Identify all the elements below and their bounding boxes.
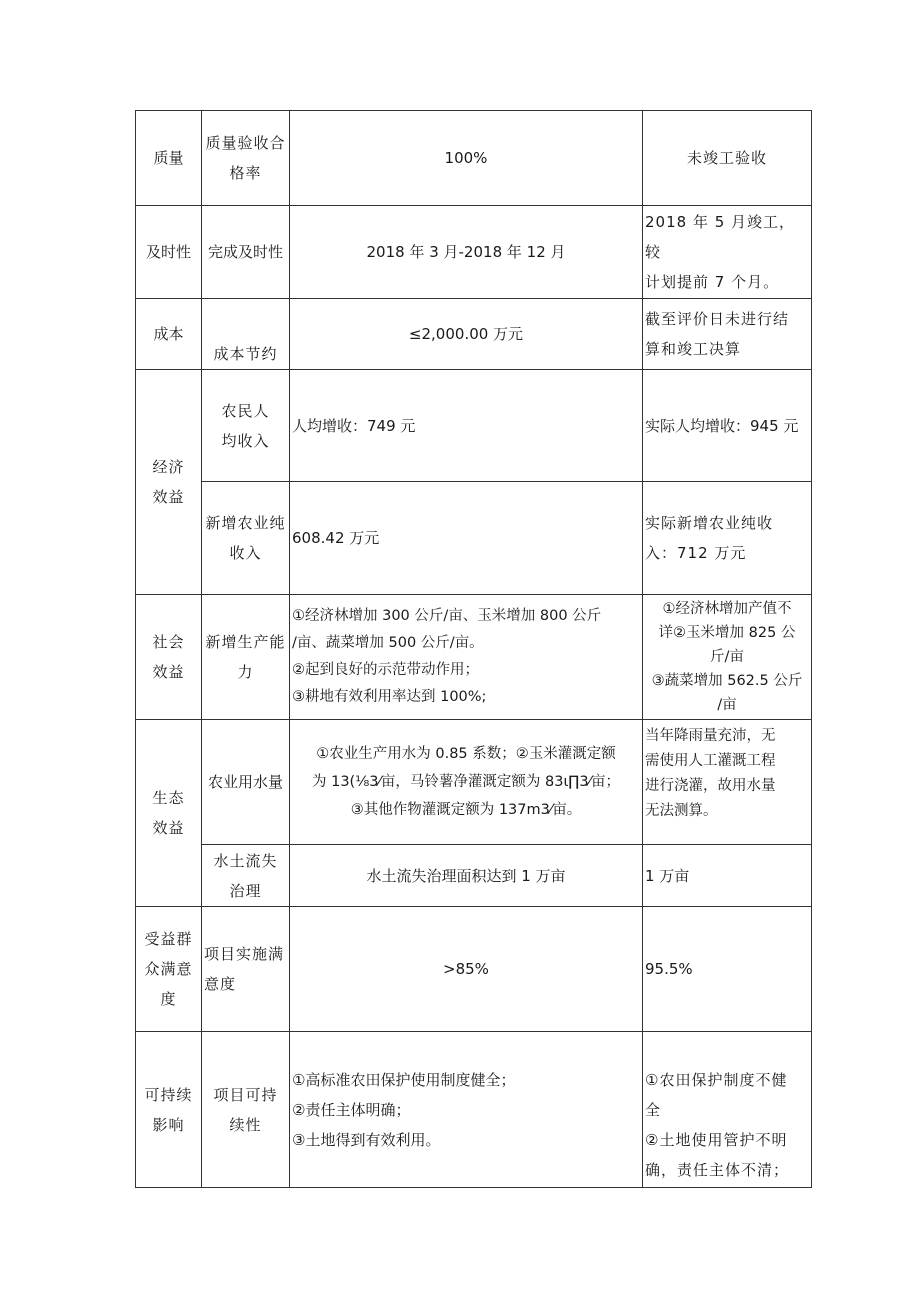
table-row	[136, 720, 812, 845]
table-row	[136, 299, 812, 370]
actual-cell: 1 万亩	[643, 845, 812, 907]
table-row	[136, 482, 812, 595]
indicator-cell: 质量验收合 格率	[202, 111, 290, 206]
category-cell: 质量	[136, 111, 202, 206]
target-cell: 水土流失治理面积达到 1 万亩	[290, 845, 643, 907]
table-row	[136, 845, 812, 907]
table-row	[136, 595, 812, 720]
indicator-cell: 新增农业纯 收入	[202, 482, 290, 595]
table-row	[136, 111, 812, 206]
indicator-cell: 项目可持 续性	[202, 1032, 290, 1188]
target-cell: 人均增收：749 元	[290, 370, 643, 482]
actual-cell: 实际新增农业纯收 入：712 万元	[643, 482, 812, 595]
target-cell: ①高标准农田保护使用制度健全； ②责任主体明确； ③土地得到有效利用。	[290, 1032, 643, 1188]
actual-cell: 截至评价日未进行结 算和竣工决算	[643, 299, 812, 370]
target-cell: 100%	[290, 111, 643, 206]
category-cell: 生态 效益	[136, 720, 202, 907]
target-cell: ①经济林增加 300 公斤/亩、玉米增加 800 公斤 /亩、蔬菜增加 500 公斤/亩。 ②起到良好的示范带动作用； ③耕地有效利用率达到 100%;	[290, 595, 643, 720]
category-cell: 受益群 众满意 度	[136, 907, 202, 1032]
target-cell: ≤2,000.00 万元	[290, 299, 643, 370]
table-row	[136, 907, 812, 1032]
target-cell: 608.42 万元	[290, 482, 643, 595]
indicator-cell: 农民人 均收入	[202, 370, 290, 482]
category-cell: 成本	[136, 299, 202, 370]
target-cell: >85%	[290, 907, 643, 1032]
category-cell: 经济 效益	[136, 370, 202, 595]
performance-table	[135, 110, 812, 1188]
indicator-cell: 成本节约	[202, 299, 290, 370]
actual-cell: 2018 年 5 月竣工，较 计划提前 7 个月。	[643, 206, 812, 299]
category-cell: 及时性	[136, 206, 202, 299]
category-cell: 社会 效益	[136, 595, 202, 720]
table-row	[136, 370, 812, 482]
indicator-cell: 完成及时性	[202, 206, 290, 299]
table-row	[136, 206, 812, 299]
actual-cell: 95.5%	[643, 907, 812, 1032]
indicator-cell: 项目实施满 意度	[202, 907, 290, 1032]
actual-cell: 实际人均增收：945 元	[643, 370, 812, 482]
category-cell: 可持续 影响	[136, 1032, 202, 1188]
table-row	[136, 1032, 812, 1188]
actual-cell: ①农田保护制度不健 全 ②土地使用管护不明 确，责任主体不清；	[643, 1032, 812, 1188]
target-cell: ①农业生产用水为 0.85 系数；②玉米灌溉定额 为 13(⅛3⁄亩，马铃薯净灌溉定额为 83ι∏3⁄亩； ③其他作物灌溉定额为 137m3⁄亩。	[290, 720, 643, 845]
indicator-cell: 新增生产能 力	[202, 595, 290, 720]
actual-cell: ①经济林增加产值不 详②玉米增加 825 公 斤/亩 ③蔬菜增加 562.5 公斤 /亩	[643, 595, 812, 720]
indicator-cell: 农业用水量	[202, 720, 290, 845]
actual-cell: 当年降雨量充沛，无 需使用人工灌溉工程 进行浇灌，故用水量 无法测算。	[643, 720, 812, 845]
actual-cell: 未竣工验收	[643, 111, 812, 206]
target-cell: 2018 年 3 月-2018 年 12 月	[290, 206, 643, 299]
indicator-cell: 水土流失 治理	[202, 845, 290, 907]
